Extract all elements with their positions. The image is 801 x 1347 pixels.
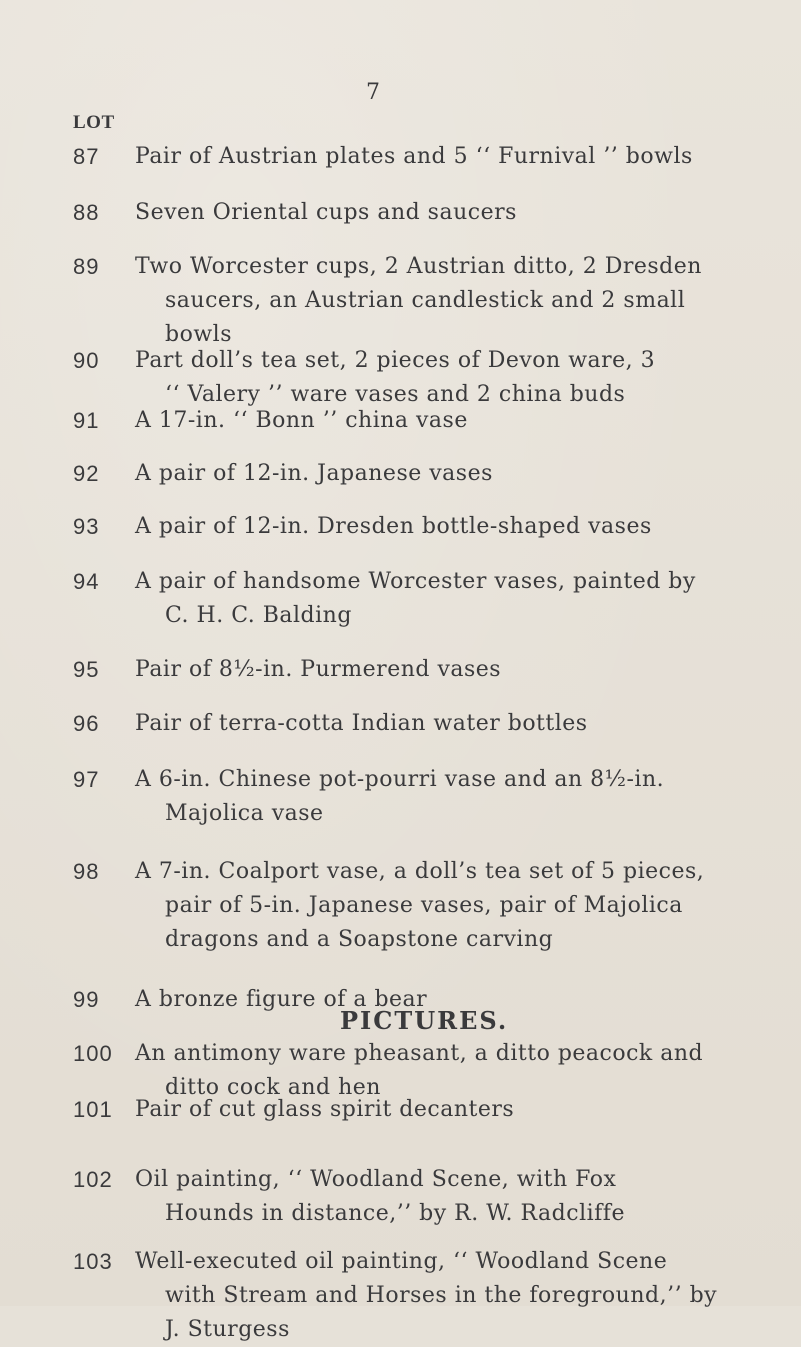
lot-number: 93 xyxy=(73,514,100,539)
lot-number: 88 xyxy=(73,200,100,225)
lot-number: 98 xyxy=(73,859,100,884)
lot-number: 103 xyxy=(73,1249,113,1274)
lot-description-line: Seven Oriental cups and saucers xyxy=(135,200,517,225)
lot-number: 89 xyxy=(73,254,100,279)
lot-description-line: A pair of 12-in. Dresden bottle-shaped vases xyxy=(135,514,652,539)
lot-description xyxy=(135,1093,775,1127)
lot-description-line: Pair of terra-cotta Indian water bottles xyxy=(135,711,588,736)
lot-description-line: Pair of 8½-in. Purmerend vases xyxy=(135,657,502,682)
lot-description-line: ‘‘ Valery ’’ ware vases and 2 china buds xyxy=(165,382,626,407)
lot-description-line: A pair of 12-in. Japanese vases xyxy=(135,461,493,486)
lot-description-line: Well-executed oil painting, ‘‘ Woodland Scene xyxy=(135,1249,668,1274)
lot-description-line: Majolica vase xyxy=(165,801,324,826)
lot-number: 100 xyxy=(73,1041,113,1066)
lot-description-line: An antimony ware pheasant, a ditto peacock and xyxy=(135,1041,704,1066)
lot-description-line: saucers, an Austrian candlestick and 2 small xyxy=(165,288,686,313)
lot-description xyxy=(135,250,775,352)
lot-number: 94 xyxy=(73,569,100,594)
lot-number: 90 xyxy=(73,348,100,373)
lot-description xyxy=(135,763,775,831)
lot-description-line: Pair of Austrian plates and 5 ‘‘ Furnival ’’ bowls xyxy=(135,144,693,169)
lot-description xyxy=(135,707,775,741)
lot-description-line: A 6-in. Chinese pot-pourri vase and an 8½-in. xyxy=(135,767,665,792)
lot-description-line: Hounds in distance,’’ by R. W. Radcliffe xyxy=(165,1201,625,1226)
lot-description-line: A pair of handsome Worcester vases, painted by xyxy=(135,569,696,594)
lot-description xyxy=(135,510,775,544)
lot-number: 95 xyxy=(73,657,100,682)
lot-description-line: Two Worcester cups, 2 Austrian ditto, 2 Dresden xyxy=(135,254,702,279)
lot-description xyxy=(135,653,775,687)
lot-description-line: ditto cock and hen xyxy=(165,1075,381,1100)
lot-description-line: Part doll’s tea set, 2 pieces of Devon ware, 3 xyxy=(135,348,656,373)
lot-description xyxy=(135,196,775,230)
lot-description xyxy=(135,344,775,412)
page-number: 7 xyxy=(366,80,380,105)
lot-description-line: C. H. C. Balding xyxy=(165,603,352,628)
section-title-pictures: PICTURES. xyxy=(340,1006,509,1035)
lot-description xyxy=(135,404,775,438)
lot-number: 96 xyxy=(73,711,100,736)
lot-description xyxy=(135,565,775,633)
lot-description-line: with Stream and Horses in the foreground,’’ by xyxy=(165,1283,718,1308)
lot-description-line: dragons and a Soapstone carving xyxy=(165,927,554,952)
lot-description-line: bowls xyxy=(165,322,232,347)
lot-description-line: J. Sturgess xyxy=(165,1317,290,1342)
lot-description xyxy=(135,855,775,957)
lot-number: 91 xyxy=(73,408,100,433)
lot-description-line: Pair of cut glass spirit decanters xyxy=(135,1097,515,1122)
lot-number: 101 xyxy=(73,1097,113,1122)
lot-description xyxy=(135,457,775,491)
lot-column-header: LOT xyxy=(73,112,115,133)
lot-number: 99 xyxy=(73,987,100,1012)
lot-number: 97 xyxy=(73,767,100,792)
lot-description xyxy=(135,140,775,174)
lot-number: 92 xyxy=(73,461,100,486)
lot-number: 87 xyxy=(73,144,100,169)
lot-description-line: A 17-in. ‘‘ Bonn ’’ china vase xyxy=(135,408,468,433)
lot-description-line: pair of 5-in. Japanese vases, pair of Majolica xyxy=(165,893,683,918)
lot-description-line: A bronze figure of a bear xyxy=(135,987,428,1012)
lot-description xyxy=(135,1245,775,1347)
lot-number: 102 xyxy=(73,1167,113,1192)
lot-description xyxy=(135,1163,775,1231)
lot-description-line: Oil painting, ‘‘ Woodland Scene, with Fox xyxy=(135,1167,617,1192)
lot-description-line: A 7-in. Coalport vase, a doll’s tea set of 5 pieces, xyxy=(135,859,705,884)
